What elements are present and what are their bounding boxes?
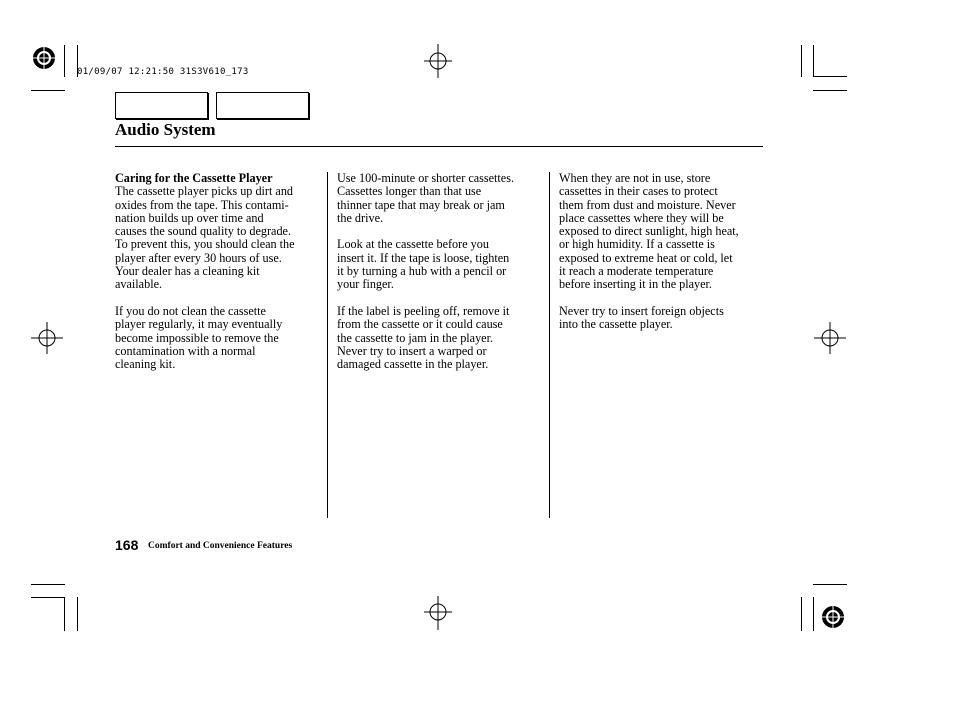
paragraph: If you do not clean the cassette player regularly, it may eventually become impossible to remove the contamination with a normal cleaning kit. [115,303,283,372]
column-divider-2 [549,172,550,518]
registration-crosshair-left [31,322,63,354]
paragraph: Look at the cassette before you insert it. If the tape is loose, tighten it by turning a hub with a pencil or your finger. [337,237,510,292]
print-timestamp: 01/09/07 12:21:50 31S3V610_173 [77,67,249,77]
starburst-mark-bottom-right [819,603,847,631]
subsection-heading: Caring for the Cassette Player [115,171,273,185]
paragraph: Use 100-minute or shorter cassettes. Cassettes longer than that use thinner tape that may break or jam the drive. [337,171,515,225]
starburst-mark-top-left [30,44,58,72]
page-number: 168 [115,537,139,553]
registration-crosshair-right [814,322,846,354]
title-rule [115,146,763,147]
paragraph: When they are not in use, store cassettes in their cases to protect them from dust and moisture. Never place cassettes where they will be exposed to direct sunlight, high heat, or high humidity. If a cassette is exposed to extreme heat or cold, let it reach a moderate temperature before inserting it in the player. [559,171,739,292]
header-box-1 [115,92,208,119]
paragraph: Never try to insert foreign objects into the cassette player. [559,303,724,332]
section-title: Audio System [115,120,216,139]
paragraph: If the label is peeling off, remove it from the cassette or it could cause the cassette to jam in the player. Never try to insert a warped or damaged cassette in the player. [337,303,510,372]
footer-section-name: Comfort and Convenience Features [148,541,293,551]
registration-crosshair-top [424,44,452,78]
column-3 [559,172,769,345]
paragraph: The cassette player picks up dirt and oxides from the tape. This contami- nation builds up over time and causes the sound quality to degrade. To prevent this, you should clean the player after every 30 hours of use. Your dealer has a cleaning kit available. [115,184,295,292]
column-2 [337,172,542,385]
header-box-2 [216,92,309,119]
column-1 [115,172,320,385]
column-divider-1 [327,172,328,518]
registration-crosshair-bottom [424,596,452,630]
